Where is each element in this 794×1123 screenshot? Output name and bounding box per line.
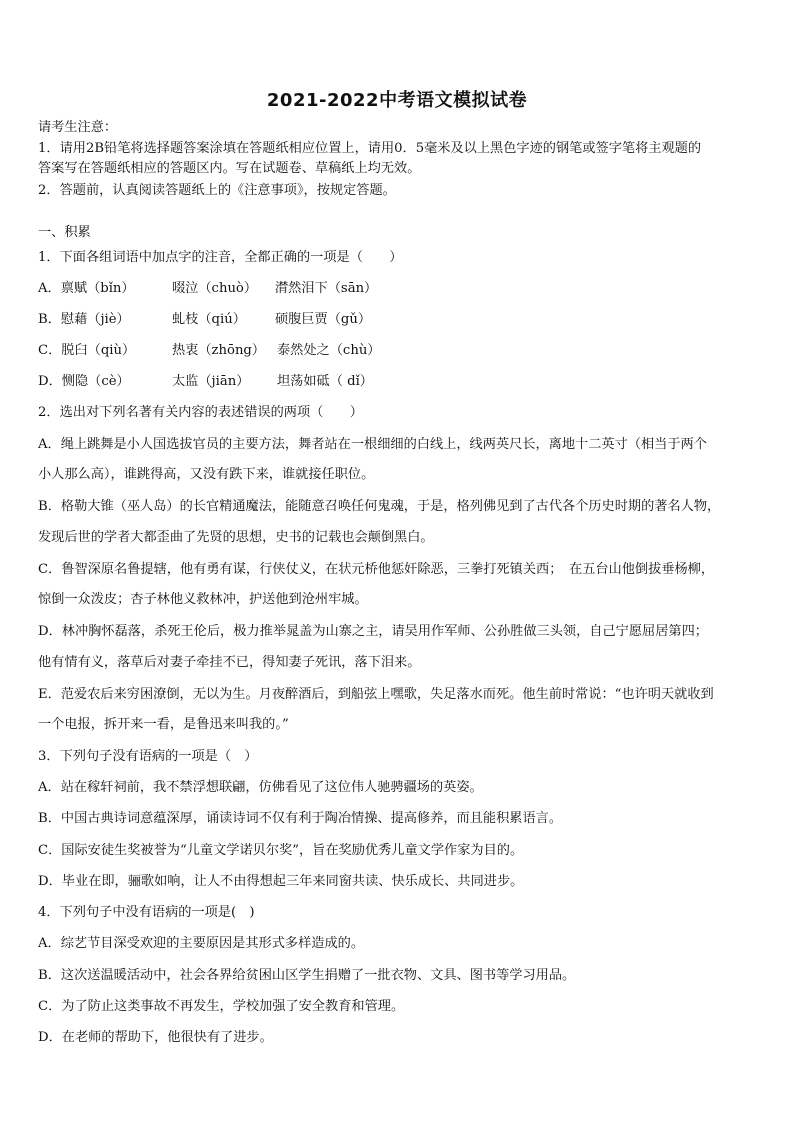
question-3-option-a: A．站在稼轩祠前，我不禁浮想联翩，仿佛看见了这位伟人驰骋疆场的英姿。 bbox=[38, 780, 483, 795]
question-2-option-a: A．绳上跳舞是小人国选拔官员的主要方法，舞者站在一根细细的白线上，线两英尺长，离地十二英寸（相当于两个 bbox=[38, 437, 707, 452]
question-1-stem: 1．下面各组词语中加点字的注音，全都正确的一项是（ ） bbox=[38, 250, 403, 265]
question-2-option-c-cont: 惊倒一众泼皮；杏子林他义救林冲，护送他到沧州牢城。 bbox=[38, 592, 368, 607]
option-d-word-3: 坦荡如砥（ dǐ） bbox=[277, 374, 373, 389]
question-4-option-b: B．这次送温暖活动中，社会各界给贫困山区学生捐赠了一批衣物、文具、图书等学习用品。 bbox=[38, 968, 576, 983]
question-2-option-c: C．鲁智深原名鲁提辖，他有勇有谋，行侠仗义，在状元桥他惩奸除恶，三拳打死镇关西； 在五台山他倒拔垂杨柳， bbox=[38, 562, 715, 577]
question-3-option-b: B．中国古典诗词意蕴深厚，诵读诗词不仅有利于陶冶情操、提高修养，而且能积累语言。 bbox=[38, 811, 562, 826]
option-c-word-1: C．脱臼（qiù） bbox=[38, 343, 136, 358]
question-3-option-c: C．国际安徒生奖被誉为“儿童文学诺贝尔奖”，旨在奖励优秀儿童文学作家为目的。 bbox=[38, 843, 524, 858]
option-b-word-3: 硕腹巨贾（gǔ） bbox=[275, 312, 372, 327]
notice-item-1: 1．请用2B铅笔将选择题答案涂填在答题纸相应位置上，请用0．5毫米及以上黑色字迹的钢笔或签字笔将主观题的 bbox=[38, 141, 702, 156]
option-b-word-1: B．慰藉（jiè） bbox=[38, 312, 130, 327]
option-a-word-3: 潸然泪下（sān） bbox=[275, 281, 378, 296]
option-d-word-1: D．恻隐（cè） bbox=[38, 374, 130, 389]
option-a-word-2: 啜泣（chuò） bbox=[172, 281, 258, 296]
question-4-stem: 4．下列句子中没有语病的一项是( ) bbox=[38, 905, 255, 920]
question-2-option-b: B．格勒大锥（巫人岛）的长官精通魔法，能随意召唤任何鬼魂，于是，格列佛见到了古代各个历史时期的著名人物， bbox=[38, 499, 721, 514]
question-2-option-e-cont: 一个电报，拆开来一看，是鲁迅来叫我的。” bbox=[38, 717, 289, 732]
question-2-option-d-cont: 他有情有义，落草后对妻子牵挂不已，得知妻子死讯，落下泪来。 bbox=[38, 655, 421, 670]
question-2-option-a-cont: 小人那么高），谁跳得高，又没有跌下来，谁就接任职位。 bbox=[38, 467, 375, 482]
option-b-word-2: 虬枝（qiú） bbox=[172, 312, 246, 327]
question-2-stem: 2．选出对下列名著有关内容的表述错误的两项（ ） bbox=[38, 405, 363, 420]
question-3-option-d: D．毕业在即，骊歌如响，让人不由得想起三年来同窗共读、快乐成长、共同进步。 bbox=[38, 874, 524, 889]
section-heading: 一、积累 bbox=[38, 225, 91, 240]
question-3-stem: 3．下列句子没有语病的一项是（ ） bbox=[38, 749, 258, 764]
option-c-word-3: 泰然处之（chù） bbox=[277, 343, 381, 358]
notice-heading: 请考生注意： bbox=[38, 120, 118, 135]
question-2-option-e: E．范爱农后来穷困潦倒，无以为生。月夜醉酒后，到船弦上嘿歌，失足落水而死。他生前时常说：“也许明天就收到 bbox=[38, 687, 714, 702]
option-c-word-2: 热衷（zhōng） bbox=[172, 343, 266, 358]
notice-item-2: 2．答题前，认真阅读答题纸上的《注意事项》，按规定答题。 bbox=[38, 183, 396, 198]
option-d-word-2: 太监（jiān） bbox=[172, 374, 250, 389]
option-a-word-1: A．禀赋（bǐn） bbox=[38, 281, 135, 296]
question-4-option-c: C．为了防止这类事故不再发生，学校加强了安全教育和管理。 bbox=[38, 999, 405, 1014]
question-2-option-d: D．林冲胸怀磊落，杀死王伦后，极力推举晁盖为山寨之主，请吴用作军师、公孙胜做三头领，自己宁愿屈居第四； bbox=[38, 624, 708, 639]
exam-title: 2021-2022中考语文模拟试卷 bbox=[266, 90, 528, 111]
question-2-option-b-cont: 发现后世的学者大都歪曲了先贤的思想，史书的记载也会颠倒黑白。 bbox=[38, 530, 434, 545]
notice-item-1-cont: 答案写在答题纸相应的答题区内。写在试题卷、草稿纸上均无效。 bbox=[38, 161, 421, 176]
question-4-option-a: A．综艺节目深受欢迎的主要原因是其形式多样造成的。 bbox=[38, 936, 365, 951]
question-4-option-d: D．在老师的帮助下，他很快有了进步。 bbox=[38, 1030, 273, 1045]
